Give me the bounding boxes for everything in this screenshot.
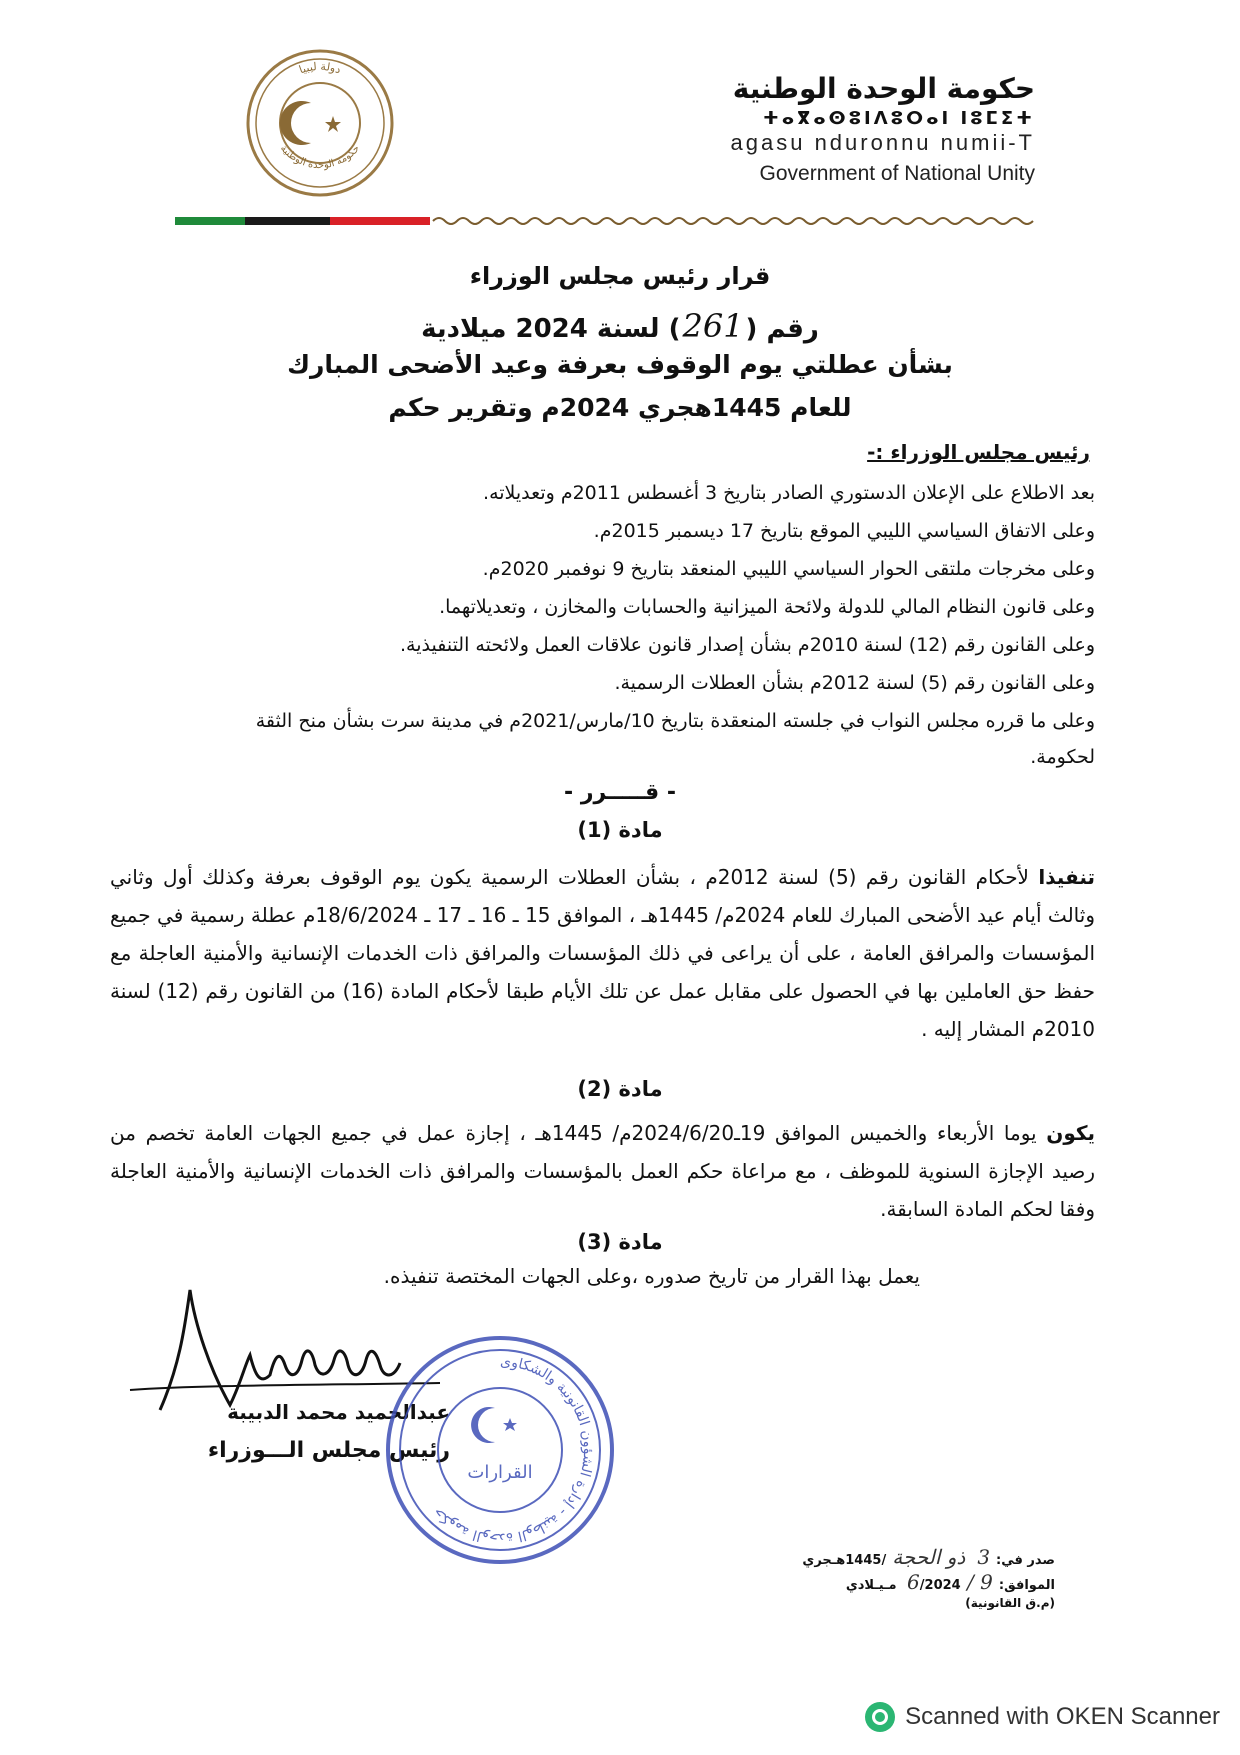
article-1-body	[110, 858, 1095, 1048]
preamble-item: وعلى ما قرره مجلس النواب في جلسته المنعقدة بتاريخ 10/مارس/2021م في مدينة سرت بشأن منح الثقة	[255, 710, 1095, 732]
flag-color-bar	[175, 214, 1035, 228]
issue-date-gregorian	[846, 1570, 1055, 1594]
article-2-text: يوما الأربعاء والخميس الموافق 19ـ2024/6/20م/ 1445هـ ، إجازة عمل في جميع الجهات العامة تخصم من رصيد الإجازة السنوية للموظف ، مع مراعاة حكم العمل بالمؤسسات والمرافق ذات الخدمات الإنسانية والأمنية العاجلة وفقا لحكم المادة السابقة.	[110, 1121, 1095, 1221]
decree-subject-line: بشأن عطلتي يوم الوقوف بعرفة وعيد الأضحى المبارك	[287, 350, 953, 379]
issued-label: صدر في:	[996, 1553, 1055, 1568]
article-2-lead: يكون	[1046, 1121, 1096, 1145]
article-1-heading: مادة (1)	[577, 818, 663, 842]
decree-year-line: للعام 1445هجري 2024م وتقرير حكم	[388, 393, 852, 422]
issued-day: 3	[977, 1545, 991, 1569]
government-name-tifinagh: ⵜⴰⴳⴰⵙⵓⵏⴷⵓⵔⴰⵏ ⵏⵓⵎⵉⵜ	[762, 108, 1035, 129]
signatory-title: رئيس مجلس الـــوزراء	[207, 1438, 450, 1463]
preamble-item: وعلى الاتفاق السياسي الليبي الموقع بتاريخ 17 ديسمبر 2015م.	[593, 520, 1095, 542]
official-seal-stamp-icon	[380, 1330, 620, 1570]
corresponding-year: /2024 مـيـلادي	[845, 1578, 961, 1593]
preamble-item: لحكومة.	[1030, 746, 1095, 768]
decision-word: - قـــــرر -	[564, 780, 676, 805]
decree-number-suffix: ) لسنة 2024 ميلادية	[421, 314, 681, 344]
preamble-heading: رئيس مجلس الوزراء :-	[867, 440, 1090, 464]
government-name-arabic: حكومة الوحدة الوطنية	[732, 72, 1035, 105]
decree-number-line	[0, 305, 1240, 347]
preamble-item: وعلى مخرجات ملتقى الحوار السياسي الليبي المنعقد بتاريخ 9 نوفمبر 2020م.	[482, 558, 1095, 580]
corresponding-label: الموافق:	[998, 1578, 1055, 1593]
decree-number-handwritten: 261	[682, 307, 744, 345]
article-2-body	[110, 1114, 1095, 1228]
preamble-item: بعد الاطلاع على الإعلان الدستوري الصادر بتاريخ 3 أغسطس 2011م وتعديلاته.	[483, 482, 1095, 504]
article-1-text: لأحكام القانون رقم (5) لسنة 2012م ، بشأن العطلات الرسمية يكون يوم الوقوف بعرفة وكذلك أول وثاني وثالث أيام عيد الأضحى المبارك للعام 2024م/ 1445هـ ، الموافق 15 ـ 16 ـ 17 ـ 18/6/2024م عطلة رسمية في جميع المؤسسات والمرافق العامة ، على أن يراعى في ذلك المؤسسات والمرافق ذات الخدمات الإنسانية والأمنية العاجلة مع حفظ حق العاملين بها في الحصول على مقابل عمل عن تلك الأيام طبقا لأحكام المادة (16) من القانون رقم (12) لسنة 2010م المشار إليه .	[110, 865, 1096, 1041]
decree-issuer-title: قرار رئيس مجلس الوزراء	[469, 262, 771, 290]
issued-month: ذو الحجة	[892, 1545, 966, 1569]
article-3-text: يعمل بهذا القرار من تاريخ صدوره ،وعلى الجهات المختصة تنفيذه.	[383, 1264, 920, 1288]
article-3-heading: مادة (3)	[577, 1230, 663, 1254]
article-1-lead: تنفيذا	[1038, 865, 1096, 889]
preamble-item: وعلى القانون رقم (12) لسنة 2010م بشأن إصدار قانون علاقات العمل ولائحته التنفيذية.	[400, 634, 1095, 656]
issue-date-hijri	[802, 1545, 1055, 1569]
svg-text:حكومة الوحدة الوطنية - إدارة ا: حكومة الوحدة الوطنية - إدارة الشؤون القانونية والشكاوى	[429, 1353, 596, 1547]
preamble-item: وعلى القانون رقم (5) لسنة 2012م بشأن العطلات الرسمية.	[614, 672, 1095, 694]
scanner-logo-icon	[865, 1702, 895, 1732]
government-name-amazigh-latin: agasu nduronnu numii-T	[730, 130, 1035, 155]
svg-text:دولة ليبيا: دولة ليبيا	[297, 59, 343, 77]
government-name-english: Government of National Unity	[759, 162, 1035, 185]
government-logo-icon	[245, 48, 395, 198]
scanner-text: Scanned with OKEN Scanner	[905, 1703, 1220, 1730]
preamble-item: وعلى قانون النظام المالي للدولة ولائحة الميزانية والحسابات والمخازن ، وتعديلاتهما.	[439, 596, 1095, 618]
article-2-heading: مادة (2)	[577, 1077, 663, 1101]
issued-year: /1445هـجري	[802, 1553, 887, 1568]
svg-text:القرارات: القرارات	[467, 1462, 533, 1483]
svg-text:حكومة الوحدة الوطنية: حكومة الوحدة الوطنية	[277, 143, 363, 172]
signatory-name: عبدالحميد محمد الدبيبة	[227, 1400, 450, 1424]
corresponding-date: 9 / 6	[907, 1570, 993, 1594]
decree-number-prefix: رقم (	[745, 314, 819, 344]
issuing-office: (م.ق القانونية)	[965, 1596, 1055, 1610]
scanner-watermark	[865, 1702, 1220, 1732]
